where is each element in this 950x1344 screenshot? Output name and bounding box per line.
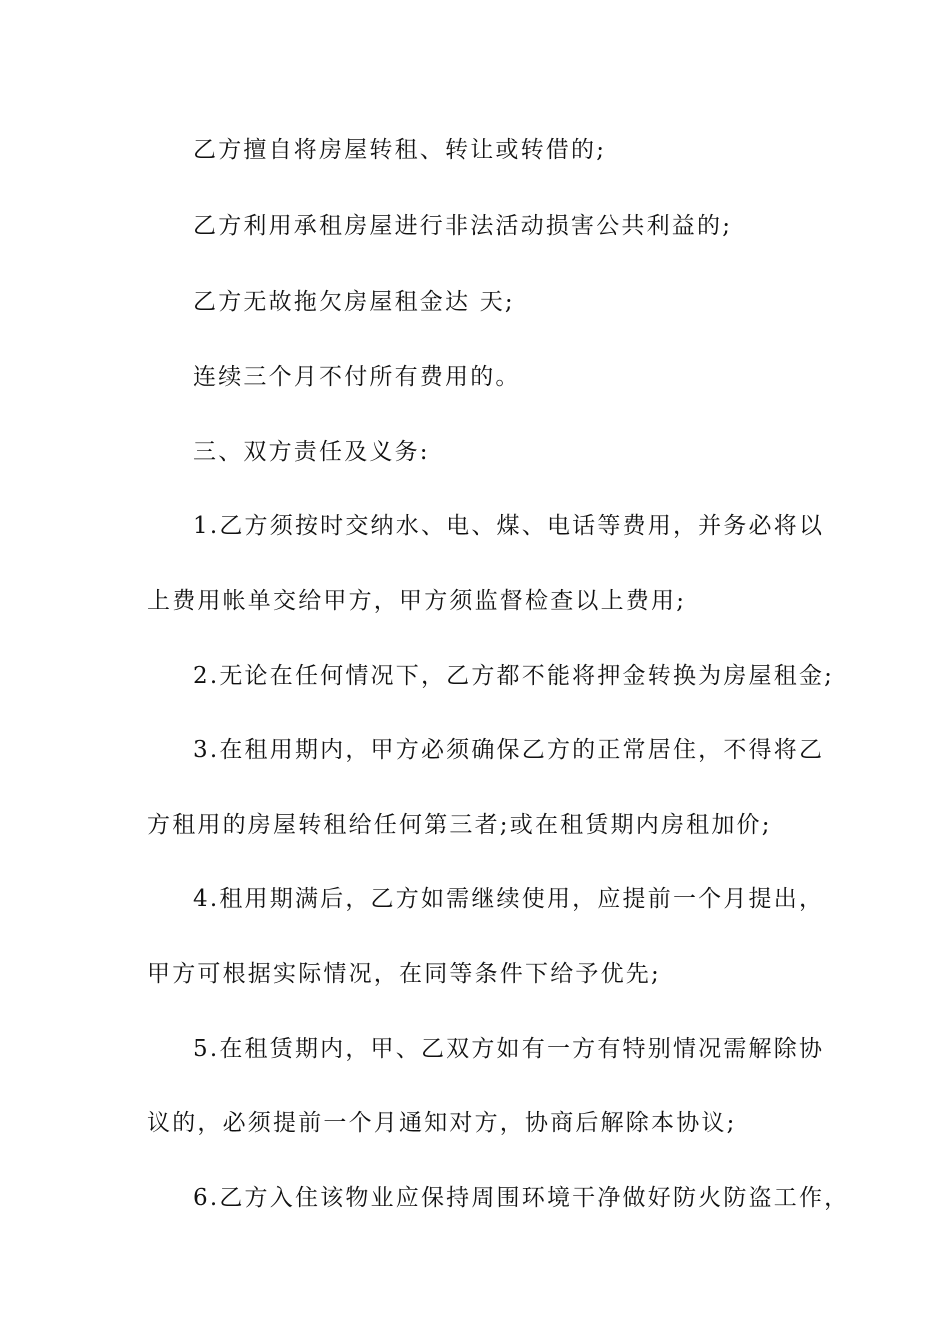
text-line: 甲方可根据实际情况，在同等条件下给予优先; (147, 961, 661, 987)
text-line: 乙方利用承租房屋进行非法活动损害公共利益的; (193, 213, 733, 239)
text-line: 上费用帐单交给甲方，甲方须监督检查以上费用; (147, 588, 687, 614)
text-line: 乙方擅自将房屋转租、转让或转借的; (193, 137, 607, 163)
text-line: 6.乙方入住该物业应保持周围环境干净做好防火防盗工作， (193, 1185, 850, 1211)
text-line: 4.租用期满后，乙方如需继续使用，应提前一个月提出， (193, 886, 825, 912)
text-line: 方租用的房屋转租给任何第三者;或在租赁期内房租加价; (147, 812, 772, 838)
text-line: 3.在租用期内，甲方必须确保乙方的正常居住，不得将乙 (193, 737, 825, 763)
section-heading: 三、双方责任及义务: (193, 439, 430, 465)
text-line: 乙方无故拖欠房屋租金达 天; (193, 289, 515, 315)
text-line: 2.无论在任何情况下，乙方都不能将押金转换为房屋租金; (193, 663, 835, 689)
text-line: 议的，必须提前一个月通知对方，协商后解除本协议; (147, 1110, 737, 1136)
text-line: 连续三个月不付所有费用的。 (193, 364, 521, 390)
text-line: 1.乙方须按时交纳水、电、煤、电话等费用，并务必将以 (193, 513, 825, 539)
text-line: 5.在租赁期内，甲、乙双方如有一方有特别情况需解除协 (193, 1036, 825, 1062)
